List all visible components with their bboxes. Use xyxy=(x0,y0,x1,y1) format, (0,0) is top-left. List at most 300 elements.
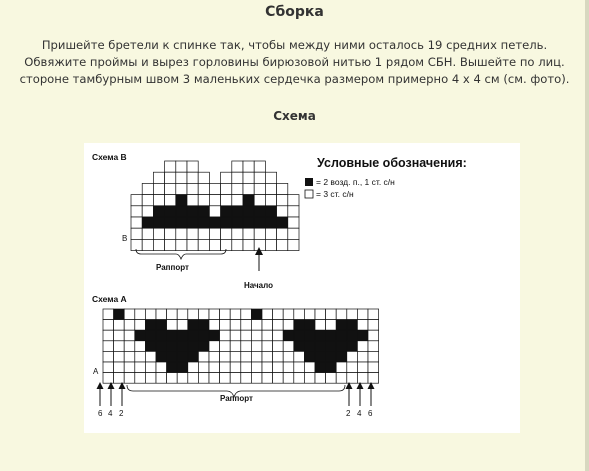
chart-cell-filled xyxy=(221,217,232,228)
chart-cell-filled xyxy=(243,195,254,206)
chart-cell-empty xyxy=(114,351,125,362)
chart-cell-empty xyxy=(220,351,231,362)
chart-cell-empty xyxy=(347,309,358,320)
chart-cell-empty xyxy=(230,373,241,384)
chart-cell-empty xyxy=(283,373,294,384)
chart-cell-empty xyxy=(243,172,254,183)
chart-cell-empty xyxy=(145,373,156,384)
chart-cell-filled xyxy=(142,217,153,228)
chart-cell-filled xyxy=(176,195,187,206)
chart-cell-empty xyxy=(135,309,146,320)
chart-cell-empty xyxy=(131,206,142,217)
chart-cell-empty xyxy=(294,309,305,320)
chart-cell-filled xyxy=(347,330,358,341)
chart-cell-empty xyxy=(209,206,220,217)
chart-cell-filled xyxy=(232,217,243,228)
chart-cell-filled xyxy=(265,217,276,228)
chart-cell-empty xyxy=(209,309,220,320)
chart-cell-empty xyxy=(277,228,288,239)
chart-cell-filled xyxy=(265,206,276,217)
chart-cell-empty xyxy=(198,172,209,183)
chart-cell-empty xyxy=(288,206,299,217)
chart-cell-empty xyxy=(135,341,146,352)
scheme-a-right-number: 4 xyxy=(357,409,362,418)
chart-cell-empty xyxy=(265,183,276,194)
chart-cell-filled xyxy=(145,330,156,341)
chart-cell-empty xyxy=(145,351,156,362)
chart-cell-empty xyxy=(230,330,241,341)
chart-cell-empty xyxy=(241,362,252,373)
chart-cell-empty xyxy=(368,362,379,373)
chart-cell-empty xyxy=(254,172,265,183)
chart-cell-filled xyxy=(304,341,315,352)
chart-cell-empty xyxy=(209,239,220,250)
chart-cell-empty xyxy=(251,351,262,362)
chart-cell-filled xyxy=(294,320,305,331)
chart-cell-empty xyxy=(103,373,114,384)
chart-cell-empty xyxy=(283,341,294,352)
chart-cell-empty xyxy=(243,239,254,250)
chart-cell-empty xyxy=(221,195,232,206)
chart-cell-filled xyxy=(209,217,220,228)
chart-cell-empty xyxy=(294,351,305,362)
chart-cell-empty xyxy=(198,351,209,362)
scheme-a-rapport-label: Раппорт xyxy=(220,394,253,403)
chart-cell-empty xyxy=(294,362,305,373)
chart-cell-empty xyxy=(187,228,198,239)
chart-cell-empty xyxy=(165,228,176,239)
chart-cell-empty xyxy=(220,362,231,373)
chart-cell-filled xyxy=(188,320,199,331)
instruction-line: Обвяжите проймы и вырез горловины бирюзовой нитью 1 рядом СБН. Вышейте по лиц. xyxy=(24,55,565,69)
chart-cell-empty xyxy=(167,373,178,384)
scheme-a-left-number: 2 xyxy=(119,409,124,418)
chart-cell-empty xyxy=(187,239,198,250)
chart-cell-empty xyxy=(368,330,379,341)
chart-cell-empty xyxy=(368,351,379,362)
chart-cell-filled xyxy=(251,309,262,320)
chart-cell-empty xyxy=(254,195,265,206)
chart-cell-empty xyxy=(304,309,315,320)
chart-cell-empty xyxy=(156,309,167,320)
chart-cell-empty xyxy=(273,362,284,373)
chart-cell-filled xyxy=(326,341,337,352)
chart-cell-empty xyxy=(251,362,262,373)
chart-cell-filled xyxy=(198,217,209,228)
chart-cell-empty xyxy=(251,330,262,341)
chart-cell-empty xyxy=(262,341,273,352)
scheme-a-row-label: А xyxy=(93,367,99,376)
chart-cell-empty xyxy=(283,351,294,362)
chart-cell-filled xyxy=(167,330,178,341)
chart-cell-empty xyxy=(221,183,232,194)
chart-cell-empty xyxy=(153,195,164,206)
scheme-b-label: Схема В xyxy=(92,152,127,162)
chart-cell-empty xyxy=(114,330,125,341)
chart-cell-empty xyxy=(277,239,288,250)
chart-cell-empty xyxy=(188,362,199,373)
chart-cell-empty xyxy=(262,373,273,384)
chart-cell-empty xyxy=(145,362,156,373)
chart-cell-empty xyxy=(368,341,379,352)
scheme-a-grid xyxy=(103,309,379,383)
chart-cell-filled xyxy=(198,330,209,341)
row-arrow-head xyxy=(97,382,104,389)
chart-cell-empty xyxy=(114,373,125,384)
chart-cell-filled xyxy=(294,330,305,341)
chart-cell-empty xyxy=(232,183,243,194)
instruction-line: Пришейте бретели к спинке так, чтобы между ними осталось 19 средних петель. xyxy=(41,38,548,52)
chart-cell-empty xyxy=(262,320,273,331)
chart-cell-empty xyxy=(124,320,135,331)
chart-cell-filled xyxy=(326,351,337,362)
chart-cell-empty xyxy=(221,239,232,250)
chart-cell-empty xyxy=(336,309,347,320)
chart-cell-empty xyxy=(254,161,265,172)
chart-cell-filled xyxy=(209,330,220,341)
scheme-a-label: Схема А xyxy=(92,294,127,304)
chart-cell-empty xyxy=(262,362,273,373)
legend-empty-swatch xyxy=(305,190,313,198)
chart-cell-empty xyxy=(254,228,265,239)
chart-cell-empty xyxy=(230,320,241,331)
chart-cell-empty xyxy=(251,341,262,352)
chart-cell-empty xyxy=(220,330,231,341)
chart-cell-empty xyxy=(187,161,198,172)
chart-cell-filled xyxy=(336,351,347,362)
chart-cell-empty xyxy=(357,309,368,320)
chart-cell-empty xyxy=(232,161,243,172)
chart-cell-filled xyxy=(177,351,188,362)
chart-cell-empty xyxy=(230,341,241,352)
chart-cell-filled xyxy=(198,341,209,352)
chart-cell-empty xyxy=(124,330,135,341)
chart-cell-empty xyxy=(357,362,368,373)
chart-cell-filled xyxy=(177,341,188,352)
chart-cell-empty xyxy=(142,239,153,250)
chart-cell-empty xyxy=(232,239,243,250)
scheme-heading: Схема xyxy=(273,109,316,123)
chart-cell-filled xyxy=(167,341,178,352)
chart-cell-empty xyxy=(265,172,276,183)
chart-cell-empty xyxy=(142,228,153,239)
chart-cell-filled xyxy=(347,341,358,352)
chart-cell-empty xyxy=(304,373,315,384)
chart-cell-filled xyxy=(277,217,288,228)
chart-cell-filled xyxy=(326,362,337,373)
chart-cell-empty xyxy=(251,320,262,331)
chart-cell-empty xyxy=(188,373,199,384)
chart-cell-empty xyxy=(103,330,114,341)
chart-cell-empty xyxy=(283,309,294,320)
chart-cell-empty xyxy=(230,362,241,373)
chart-cell-empty xyxy=(124,373,135,384)
chart-cell-empty xyxy=(288,217,299,228)
chart-cell-empty xyxy=(254,183,265,194)
scheme-b-row-label: В xyxy=(122,234,128,243)
chart-cell-empty xyxy=(209,320,220,331)
scheme-b-start-label: Начало xyxy=(244,281,273,290)
chart-cell-filled xyxy=(187,206,198,217)
chart-cell-empty xyxy=(265,195,276,206)
chart-cell-filled xyxy=(254,217,265,228)
chart-cell-empty xyxy=(124,309,135,320)
chart-cell-empty xyxy=(241,309,252,320)
chart-cell-empty xyxy=(357,351,368,362)
chart-cell-filled xyxy=(357,330,368,341)
chart-cell-empty xyxy=(198,373,209,384)
chart-cell-empty xyxy=(153,228,164,239)
chart-cell-empty xyxy=(283,320,294,331)
chart-cell-filled xyxy=(165,206,176,217)
chart-cell-empty xyxy=(220,373,231,384)
chart-cell-empty xyxy=(294,373,305,384)
legend-filled-text: = 2 возд. п., 1 ст. с/н xyxy=(316,177,395,187)
chart-cell-empty xyxy=(241,341,252,352)
chart-cell-empty xyxy=(135,351,146,362)
chart-cell-empty xyxy=(198,183,209,194)
chart-cell-empty xyxy=(221,228,232,239)
chart-cell-empty xyxy=(232,172,243,183)
chart-cell-empty xyxy=(198,195,209,206)
chart-cell-empty xyxy=(177,373,188,384)
chart-cell-empty xyxy=(288,228,299,239)
chart-cell-empty xyxy=(357,341,368,352)
chart-cell-empty xyxy=(243,183,254,194)
chart-cell-empty xyxy=(326,320,337,331)
chart-cell-empty xyxy=(220,341,231,352)
chart-cell-empty xyxy=(176,228,187,239)
chart-cell-empty xyxy=(114,320,125,331)
instruction-line: стороне тамбурным швом 3 маленьких сердечка размером примерно 4 х 4 см (см. фото). xyxy=(19,72,570,86)
chart-cell-filled xyxy=(198,320,209,331)
chart-cell-empty xyxy=(198,228,209,239)
scheme-a-right-number: 2 xyxy=(346,409,351,418)
chart-cell-empty xyxy=(326,373,337,384)
chart-cell-empty xyxy=(187,195,198,206)
chart-cell-filled xyxy=(188,341,199,352)
chart-cell-empty xyxy=(326,309,337,320)
chart-cell-empty xyxy=(177,320,188,331)
legend-title: Условные обозначения: xyxy=(317,156,467,170)
chart-cell-empty xyxy=(220,320,231,331)
chart-cell-empty xyxy=(156,373,167,384)
chart-cell-empty xyxy=(277,206,288,217)
chart-cell-filled xyxy=(232,206,243,217)
chart-cell-empty xyxy=(209,195,220,206)
chart-cell-empty xyxy=(176,183,187,194)
page-title: Сборка xyxy=(265,4,324,20)
chart-cell-empty xyxy=(153,172,164,183)
chart-cell-filled xyxy=(188,351,199,362)
chart-cell-empty xyxy=(230,351,241,362)
chart-cell-empty xyxy=(131,228,142,239)
chart-cell-empty xyxy=(273,351,284,362)
chart-cell-empty xyxy=(273,320,284,331)
chart-cell-empty xyxy=(347,362,358,373)
chart-cell-empty xyxy=(209,373,220,384)
chart-cell-empty xyxy=(165,239,176,250)
chart-cell-empty xyxy=(243,161,254,172)
chart-cell-filled xyxy=(304,351,315,362)
chart-cell-filled xyxy=(114,309,125,320)
chart-cell-filled xyxy=(336,330,347,341)
chart-cell-empty xyxy=(221,172,232,183)
chart-cell-empty xyxy=(103,351,114,362)
scheme-b-rapport-label: Раппорт xyxy=(156,263,189,272)
legend-filled-swatch xyxy=(305,178,313,186)
chart-cell-empty xyxy=(103,341,114,352)
chart-cell-empty xyxy=(368,309,379,320)
chart-cell-empty xyxy=(243,228,254,239)
chart-cell-empty xyxy=(315,320,326,331)
page-edge xyxy=(585,0,589,471)
chart-cell-filled xyxy=(145,341,156,352)
chart-cell-empty xyxy=(304,362,315,373)
chart-cell-empty xyxy=(142,206,153,217)
chart-cell-empty xyxy=(142,195,153,206)
chart-cell-empty xyxy=(135,362,146,373)
chart-cell-empty xyxy=(167,320,178,331)
chart-cell-empty xyxy=(262,330,273,341)
chart-cell-filled xyxy=(304,330,315,341)
chart-cell-empty xyxy=(187,183,198,194)
chart-cell-filled xyxy=(153,217,164,228)
chart-cell-filled xyxy=(156,341,167,352)
chart-cell-empty xyxy=(368,320,379,331)
chart-cell-filled xyxy=(326,330,337,341)
chart-cell-filled xyxy=(156,351,167,362)
chart-cell-empty xyxy=(135,373,146,384)
chart-cell-empty xyxy=(273,309,284,320)
chart-cell-empty xyxy=(145,309,156,320)
chart-cell-empty xyxy=(336,373,347,384)
chart-cell-filled xyxy=(187,217,198,228)
chart-cell-filled xyxy=(243,217,254,228)
chart-cell-filled xyxy=(177,362,188,373)
chart-cell-filled xyxy=(336,341,347,352)
chart-cell-empty xyxy=(165,161,176,172)
chart-cell-empty xyxy=(230,309,241,320)
chart-cell-empty xyxy=(209,183,220,194)
chart-cell-empty xyxy=(103,362,114,373)
chart-cell-empty xyxy=(114,362,125,373)
chart-cell-empty xyxy=(103,309,114,320)
chart-cell-filled xyxy=(156,330,167,341)
chart-cell-filled xyxy=(254,206,265,217)
chart-cell-filled xyxy=(315,341,326,352)
chart-cell-empty xyxy=(357,373,368,384)
chart-cell-empty xyxy=(277,183,288,194)
chart-cell-empty xyxy=(131,217,142,228)
chart-cell-empty xyxy=(357,320,368,331)
chart-cell-empty xyxy=(265,228,276,239)
chart-cell-filled xyxy=(176,206,187,217)
chart-cell-filled xyxy=(153,206,164,217)
knitting-chart-svg xyxy=(84,143,520,433)
chart-cell-empty xyxy=(131,239,142,250)
chart-cell-filled xyxy=(145,320,156,331)
chart-cell-empty xyxy=(220,309,231,320)
chart-cell-filled xyxy=(283,330,294,341)
chart-cell-empty xyxy=(273,341,284,352)
scheme-b-grid xyxy=(131,161,299,251)
chart-cell-empty xyxy=(288,195,299,206)
scheme-a-right-number: 6 xyxy=(368,409,373,418)
legend-empty-text: = 3 ст. с/н xyxy=(316,189,354,199)
chart-cell-filled xyxy=(243,206,254,217)
chart-cell-filled xyxy=(294,341,305,352)
chart-cell-empty xyxy=(336,362,347,373)
chart-cell-empty xyxy=(232,228,243,239)
chart-cell-filled xyxy=(304,320,315,331)
chart-cell-filled xyxy=(177,330,188,341)
chart-cell-empty xyxy=(209,351,220,362)
chart-cell-empty xyxy=(167,309,178,320)
chart-cell-filled xyxy=(198,206,209,217)
chart-cell-empty xyxy=(103,320,114,331)
chart-cell-empty xyxy=(114,341,125,352)
chart-cell-empty xyxy=(176,239,187,250)
chart-cell-empty xyxy=(165,172,176,183)
chart-cell-empty xyxy=(142,183,153,194)
chart-cell-empty xyxy=(241,351,252,362)
chart-cell-empty xyxy=(288,239,299,250)
chart-cell-filled xyxy=(315,362,326,373)
chart-cell-empty xyxy=(368,373,379,384)
chart-cell-empty xyxy=(209,341,220,352)
chart-cell-filled xyxy=(315,330,326,341)
chart-cell-filled xyxy=(188,330,199,341)
chart-cell-empty xyxy=(156,362,167,373)
chart-cell-empty xyxy=(262,351,273,362)
chart-cell-empty xyxy=(209,228,220,239)
chart-cell-empty xyxy=(153,183,164,194)
chart-cell-empty xyxy=(165,195,176,206)
chart-cell-filled xyxy=(167,351,178,362)
chart-cell-empty xyxy=(131,195,142,206)
chart-cell-filled xyxy=(167,362,178,373)
chart-cell-empty xyxy=(277,195,288,206)
chart-cell-empty xyxy=(198,239,209,250)
chart-cell-empty xyxy=(198,362,209,373)
chart-cell-filled xyxy=(156,320,167,331)
chart-cell-empty xyxy=(347,373,358,384)
chart-cell-empty xyxy=(315,373,326,384)
chart-cell-empty xyxy=(176,161,187,172)
chart-cell-empty xyxy=(124,341,135,352)
chart-cell-filled xyxy=(315,351,326,362)
chart-cell-empty xyxy=(209,362,220,373)
chart-cell-empty xyxy=(251,373,262,384)
scheme-a-left-number: 6 xyxy=(98,409,103,418)
scheme-a-left-number: 4 xyxy=(108,409,113,418)
chart-cell-empty xyxy=(165,183,176,194)
chart-cell-empty xyxy=(124,362,135,373)
chart-cell-empty xyxy=(188,309,199,320)
chart-cell-empty xyxy=(153,239,164,250)
chart-cell-empty xyxy=(177,309,188,320)
chart-cell-empty xyxy=(135,320,146,331)
chart-cell-filled xyxy=(221,206,232,217)
chart-cell-empty xyxy=(273,330,284,341)
chart-cell-empty xyxy=(315,309,326,320)
chart-cell-empty xyxy=(241,330,252,341)
chart-cell-empty xyxy=(232,195,243,206)
chart-cell-empty xyxy=(176,172,187,183)
chart-cell-empty xyxy=(262,309,273,320)
chart-cell-empty xyxy=(124,351,135,362)
